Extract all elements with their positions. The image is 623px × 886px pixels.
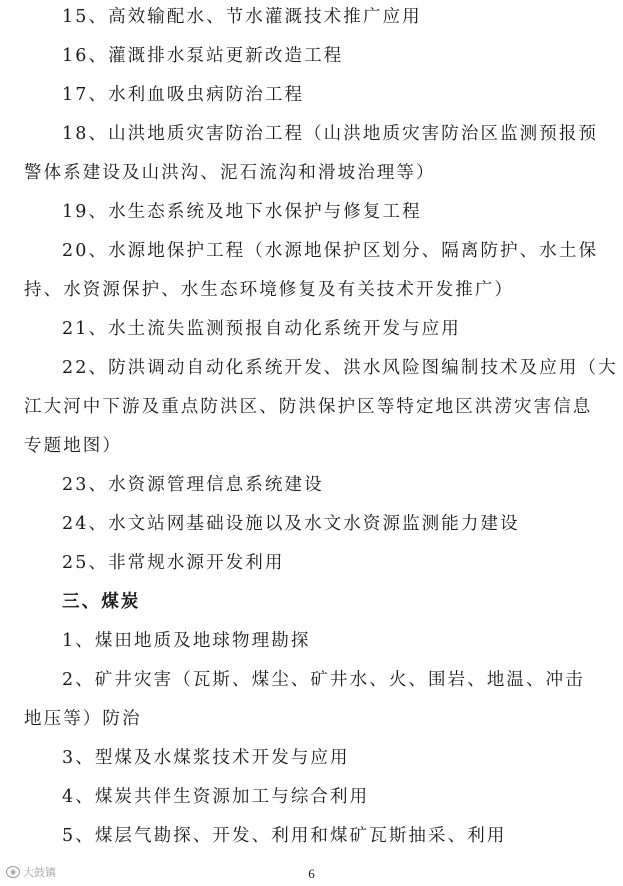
- item-22-continued: 江大河中下游及重点防洪区、防洪保护区等特定地区洪涝灾害信息: [24, 397, 593, 417]
- coal-item-4: 4、煤炭共伴生资源加工与综合利用: [62, 787, 370, 807]
- item-15: 15、高效输配水、节水灌溉技术推广应用: [62, 7, 422, 27]
- item-18: 18、山洪地质灾害防治工程（山洪地质灾害防治区监测预报预: [62, 124, 599, 144]
- weibo-icon: ◉: [6, 866, 20, 878]
- page-number: 6: [308, 866, 315, 881]
- item-22: 22、防洪调动自动化系统开发、洪水风险图编制技术及应用（大: [62, 358, 618, 378]
- item-25: 25、非常规水源开发利用: [62, 553, 285, 573]
- coal-item-5: 5、煤层气勘探、开发、利用和煤矿瓦斯抽采、利用: [62, 826, 507, 846]
- item-18-continued: 警体系建设及山洪沟、泥石流沟和滑坡治理等）: [24, 163, 436, 183]
- coal-item-2: 2、矿井灾害（瓦斯、煤尘、矿井水、火、围岩、地温、冲击: [62, 670, 585, 690]
- item-17: 17、水利血吸虫病防治工程: [62, 85, 305, 105]
- item-16: 16、灌溉排水泵站更新改造工程: [62, 46, 344, 66]
- item-19: 19、水生态系统及地下水保护与修复工程: [62, 202, 422, 222]
- watermark-text: 大鼓镇: [23, 866, 56, 879]
- item-23: 23、水资源管理信息系统建设: [62, 475, 324, 495]
- coal-item-2-continued: 地压等）防治: [24, 709, 142, 729]
- item-24: 24、水文站网基础设施以及水文水资源监测能力建设: [62, 514, 520, 534]
- item-22-continued-2: 专题地图）: [24, 436, 122, 456]
- section-heading-coal: 三、煤炭: [62, 592, 141, 612]
- item-21: 21、水土流失监测预报自动化系统开发与应用: [62, 319, 461, 339]
- item-20: 20、水源地保护工程（水源地保护区划分、隔离防护、水土保: [62, 241, 599, 261]
- coal-item-1: 1、煤田地质及地球物理勘探: [62, 631, 311, 651]
- coal-item-3: 3、型煤及水煤浆技术开发与应用: [62, 748, 350, 768]
- item-20-continued: 持、水资源保护、水生态环境修复及有关技术开发推广）: [24, 280, 514, 300]
